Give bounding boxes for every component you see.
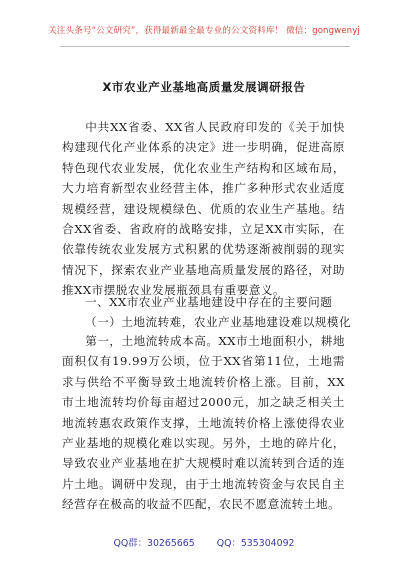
header-banner: 关注头条号“公文研究”，获得最新最全最专业的公文资料库！ 微信：gongwenyj — [48, 26, 360, 36]
header-divider — [60, 46, 350, 47]
intro-paragraph: 中共XX省委、XX省人民政府印发的《关于加快构建现代化产业体系的决定》进一步明确，促进高原特色现代农业发展，优化农业生产结构和区域布局，大力培育新型农业经营主体，推广多种形式农业适度规模经营，建设规模绿色、优质的农业生产基地。结合XX省委、省政府的战略安排，立足XX市实际，在依靠传统农业发展方式积累的优势逐渐被削弱的现实情况下，探索农业产业基地高质量发展的路径，对助推XX市摆脱农业发展瓶颈具有重要意义。 — [62, 120, 345, 298]
body-paragraph: 第一，土地流转成本高。XX市土地面积小，耕地面积仅有19.99万公顷，位于XX省第11位，土地需求与供给不平衡导致土地流转价格上涨。目前，XX市土地流转均价每亩超过2000元，加之缺乏相关土地流转惠农政策作支撑，土地流转价格上涨使得农业产业基地的规模化难以实现。另外，土地的碎片化，导致农业产业基地在扩大规模时难以流转到合适的连片土地。调研中发现，由于土地流转资金与农民自主经营存在极高的收益不匹配，农民不愿意流转土地。 — [62, 334, 345, 512]
footer-contact — [0, 535, 408, 549]
section-heading: 一、XX市农业产业基地建设中存在的主要问题 — [85, 295, 333, 309]
subsection-heading: （一）土地流转难，农业产业基地建设难以规模化 — [85, 315, 352, 329]
footer-qq: QQ：535304092 — [216, 538, 295, 549]
page-title: X市农业产业基地高质量发展调研报告 — [102, 80, 306, 94]
body-paragraph-block — [62, 331, 345, 515]
footer-qq-group: QQ群：30265665 — [113, 538, 195, 549]
intro-paragraph-block — [62, 117, 345, 301]
